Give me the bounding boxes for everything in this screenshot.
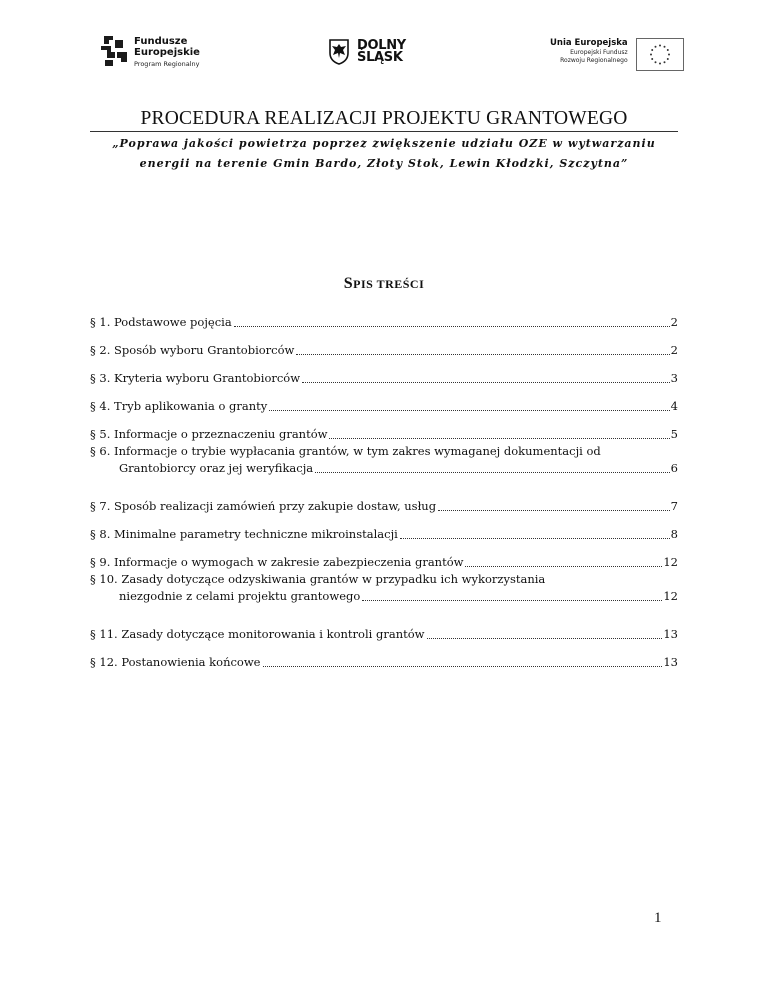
eu-star-icon [654,46,656,48]
eu-star-icon [666,49,668,51]
toc-entry-title: Grantobiorcy oraz jej weryfikacja [119,461,314,475]
toc-dot-leader [263,666,663,667]
toc-entry[interactable] [90,515,678,543]
eu-star-icon [659,63,661,65]
eagle-crest-icon [328,38,350,65]
page-number: 1 [654,910,662,926]
toc-entry[interactable] [90,643,678,671]
eu-star-icon [668,54,670,56]
toc-heading [90,275,678,293]
toc-entry-title: § 5. Informacje o przeznaczeniu grantów [90,427,328,441]
toc-entry-page: 13 [663,627,678,641]
toc-dot-leader [427,638,663,639]
toc-dot-leader [302,382,670,383]
toc-entry-title: § 2. Sposób wyboru Grantobiorców [90,343,295,357]
toc-entry-title: § 3. Kryteria wyboru Grantobiorców [90,371,301,385]
table-of-contents [90,303,678,671]
eu-star-icon [650,54,652,56]
fe-logo-line2: Europejskie [134,47,200,58]
toc-entry-page: 13 [663,655,678,669]
eu-star-icon [663,61,665,63]
toc-entry[interactable] [90,387,678,415]
toc-entry[interactable] [90,543,678,571]
toc-entry-line2 [90,588,678,605]
toc-entry-title: § 11. Zasady dotyczące monitorowania i kontroli grantów [90,627,425,641]
toc-entry-page: 7 [670,499,678,513]
title-divider [90,131,678,132]
ds-logo-line1: DOLNY [357,37,406,53]
toc-entry[interactable] [90,331,678,359]
toc-entry[interactable] [90,571,678,615]
fundusze-europejskie-star-icon [101,36,129,66]
toc-entry-title: § 4. Tryb aplikowania o granty [90,399,268,413]
header-logos [0,30,768,76]
toc-entry[interactable] [90,615,678,643]
eu-star-icon [651,58,653,60]
toc-entry-title-line1: § 6. Informacje o trybie wypłacania grantów, w tym zakres wymaganej dokumentacji od [90,444,601,458]
ue-logo-line2: Europejski Fundusz [570,49,628,56]
toc-entry-title-line1: § 10. Zasady dotyczące odzyskiwania grantów w przypadku ich wykorzystania [90,572,546,586]
toc-entry-page: 8 [670,527,678,541]
dolny-slask-logo [328,38,406,65]
toc-entry-page: 12 [663,555,678,569]
toc-entry-page: 4 [670,399,678,413]
toc-entry-page: 12 [663,589,678,603]
toc-heading-rest: PIS TREŚCI [353,277,425,291]
ds-logo-line2: ŚLĄSK [357,49,403,65]
toc-dot-leader [465,566,662,567]
toc-entry[interactable] [90,303,678,331]
eu-flag-icon [636,38,684,71]
eu-star-icon [651,49,653,51]
eu-star-icon [663,46,665,48]
fe-logo-line3: Program Regionalny [134,60,200,68]
toc-entry-title: § 9. Informacje o wymogach w zakresie zabezpieczenia grantów [90,555,464,569]
toc-entry-title: § 12. Postanowienia końcowe [90,655,261,669]
toc-dot-leader [296,354,669,355]
ue-logo-line3: Rozwoju Regionalnego [560,57,628,64]
document-subtitle: „Poprawa jakości powietrza poprzez zwiększenie udziału OZE w wytwarzaniu energii na terenie Gmin Bardo, Złoty Stok, Lewin Kłodzki, Szczytna” [112,137,656,170]
fe-logo-line1: Fundusze [134,36,188,47]
toc-dot-leader [329,438,669,439]
toc-entry[interactable] [90,359,678,387]
toc-entry[interactable] [90,443,678,487]
toc-entry-title: niezgodnie z celami projektu grantowego [119,589,361,603]
toc-dot-leader [234,326,670,327]
toc-entry[interactable] [90,415,678,443]
toc-entry-page: 5 [670,427,678,441]
toc-entry-page: 2 [670,315,678,329]
toc-entry-page: 3 [670,371,678,385]
unia-europejska-logo [550,38,684,71]
ue-logo-line1: Unia Europejska [550,38,628,48]
toc-entry-page: 2 [670,343,678,357]
toc-entry-title: § 8. Minimalne parametry techniczne mikroinstalacji [90,527,398,541]
toc-entry-page: 6 [670,461,678,475]
toc-heading-initial: S [343,275,354,292]
toc-dot-leader [315,472,670,473]
toc-dot-leader [269,410,669,411]
toc-dot-leader [400,538,670,539]
toc-dot-leader [362,600,662,601]
document-title: PROCEDURA REALIZACJI PROJEKTU GRANTOWEGO [140,108,628,129]
eu-star-icon [659,45,661,47]
fundusze-europejskie-logo [101,36,200,70]
toc-entry[interactable] [90,487,678,515]
eu-star-icon [666,58,668,60]
toc-entry-title: § 1. Podstawowe pojęcia [90,315,232,329]
toc-dot-leader [438,510,670,511]
eu-star-icon [654,61,656,63]
toc-entry-line2 [90,460,678,477]
toc-entry-title: § 7. Sposób realizacji zamówień przy zakupie dostaw, usług [90,499,437,513]
